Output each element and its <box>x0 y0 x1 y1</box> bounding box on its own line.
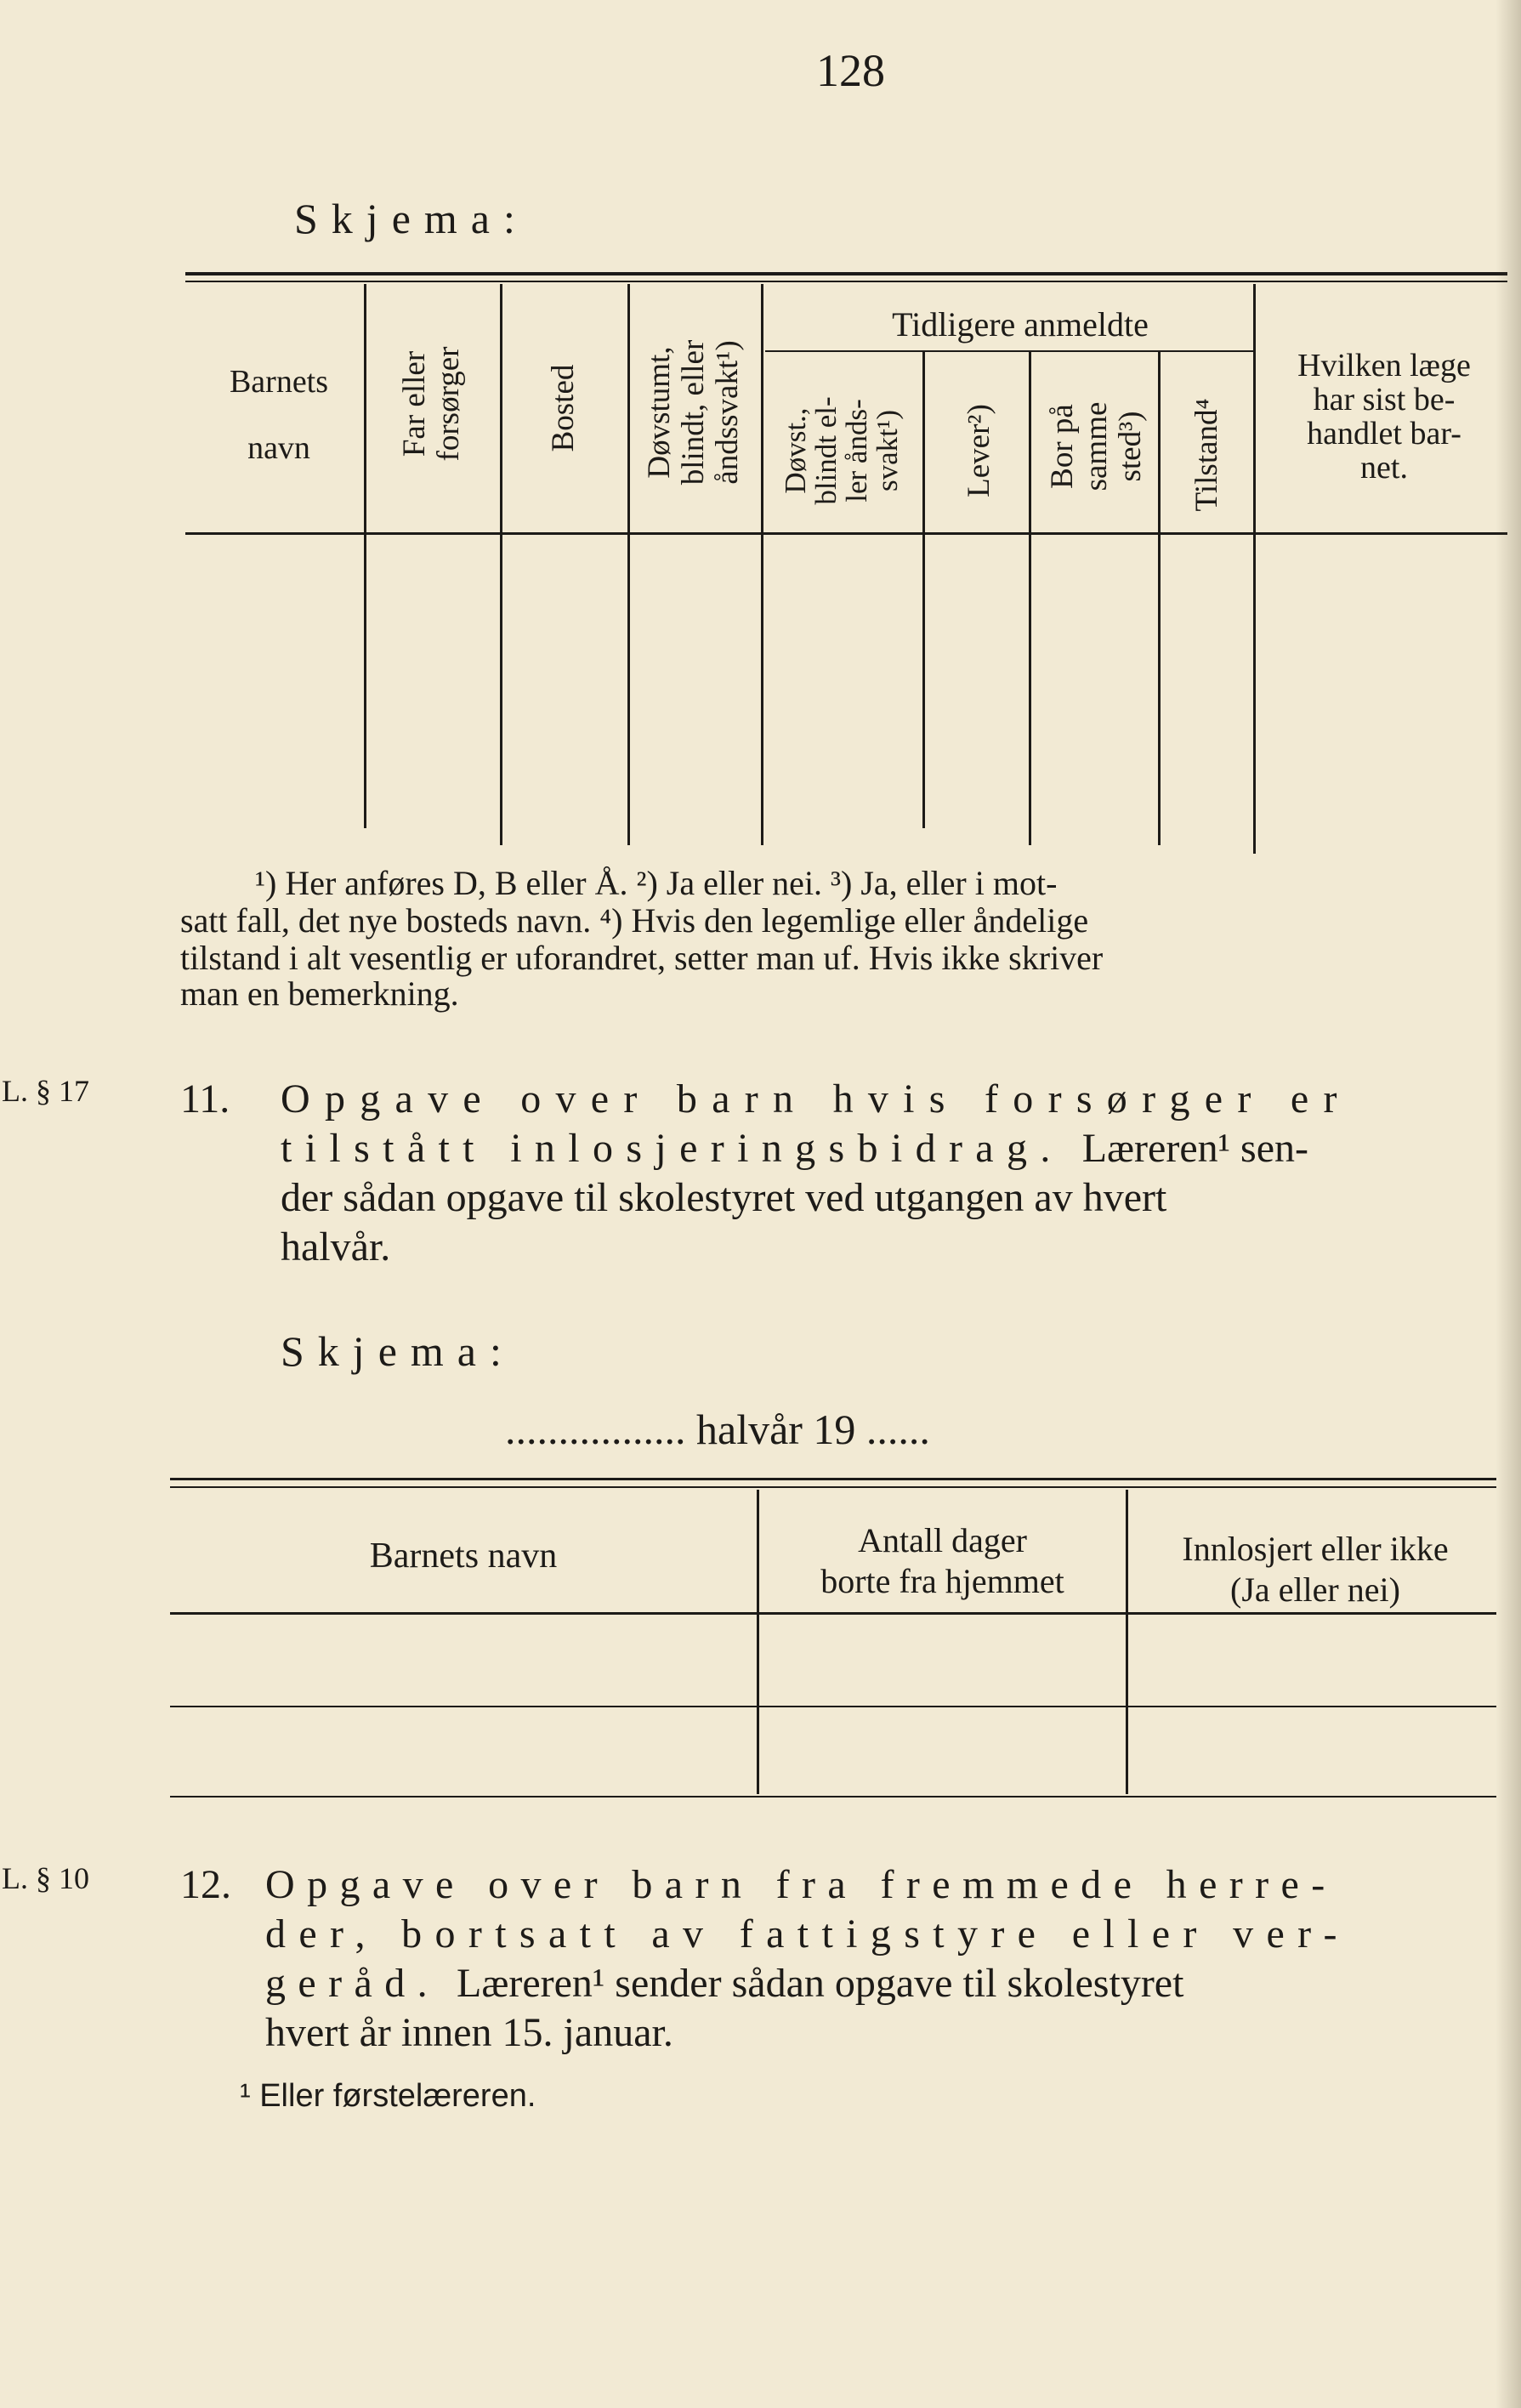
header-tilstand <box>1190 399 1224 512</box>
header-dovst-line4: svakt¹) <box>871 409 904 492</box>
section12-text-line3: Læreren¹ sender sådan opgave til skolestyret <box>457 1961 1184 2006</box>
footnote-line: tilstand i alt vesentlig er uforandret, setter man uf. Hvis ikke skriver <box>180 939 1104 977</box>
header-dovst <box>780 396 903 504</box>
header-bor-pa <box>1046 402 1148 491</box>
section11-title-line1: Opgave over barn hvis forsørger er <box>281 1076 1352 1122</box>
header-barnets-line1: Barnets <box>229 364 329 400</box>
header-dovstumt-line1: Døvstumt, <box>642 346 677 479</box>
section11-text-line4: halvår. <box>281 1224 391 1269</box>
schema1-title: Skjema: <box>294 195 529 242</box>
section11-text-line2: Læreren¹ sen- <box>1081 1126 1308 1171</box>
section12-text-line4: hvert år innen 15. januar. <box>265 2010 673 2055</box>
header-dovstumt-line2: blindt, eller <box>676 339 711 486</box>
header-hvilken-line2: har sist be- <box>1313 382 1456 417</box>
footnote-line: man en bemerkning. <box>180 974 459 1013</box>
section12-title-line3: geråd. <box>265 1961 440 2006</box>
schema2-title: Skjema: <box>281 1327 515 1375</box>
page-footnote: ¹ Eller førstelæreren. <box>240 2078 536 2114</box>
section11-line2 <box>281 1124 1308 1173</box>
header-hvilken-laege <box>1257 349 1512 485</box>
header-bosted-text: Bosted <box>546 364 581 452</box>
header-barnets-line2: navn <box>247 430 310 466</box>
innlosjert-line1: Innlosjert eller ikke <box>1182 1530 1449 1568</box>
section12-title-line1: Opgave over barn fra fremmede herre- <box>265 1862 1337 1907</box>
header-bor-line3: sted³) <box>1113 411 1148 482</box>
header-bosted <box>547 365 581 452</box>
header-dovst-line2: blindt el- <box>809 396 843 505</box>
schema2-header-innlosjert <box>1128 1529 1502 1610</box>
margin-reference: L. § 17 <box>2 1074 89 1108</box>
footnote-line: satt fall, det nye bosteds navn. ⁴) Hvis den legemlige eller åndelige <box>180 901 1089 940</box>
section11-title-line2: tilstått inlosjeringsbidrag. <box>281 1126 1064 1171</box>
header-lever <box>962 404 996 497</box>
header-dovst-line1: Døvst., <box>779 407 812 494</box>
header-barnets-navn <box>194 349 364 481</box>
schema2-period: ................. halvår 19 ...... <box>505 1406 930 1453</box>
innlosjert-line2: (Ja eller nei) <box>1230 1570 1400 1609</box>
page-edge-shadow <box>1495 0 1521 2408</box>
antall-line2: borte fra hjemmet <box>820 1562 1064 1600</box>
header-far-line1: Far eller <box>397 350 432 457</box>
margin-reference: L. § 10 <box>2 1861 89 1895</box>
section12-line3 <box>265 1959 1183 2008</box>
section12-title-line2: der, bortsatt av fattigstyre eller ver- <box>265 1911 1350 1956</box>
section11-text-line3: der sådan opgave til skolestyret ved utgangen av hvert <box>281 1175 1167 1220</box>
header-dovstumt-line3: åndssvakt¹) <box>710 340 745 485</box>
section-number: 12. <box>180 1862 231 1907</box>
header-tilstand-text: Tilstand⁴ <box>1189 398 1224 512</box>
header-far-line2: forsørger <box>431 346 466 462</box>
footnote-line: ¹) Her anføres D, B eller Å. ²) Ja eller nei. ³) Ja, eller i mot- <box>255 864 1058 902</box>
header-dovst-line3: ler ånds- <box>840 399 873 503</box>
header-bor-line2: samme <box>1079 401 1114 491</box>
header-far-eller <box>398 347 466 462</box>
header-tidligere-anmeldte: Tidligere anmeldte <box>892 305 1149 344</box>
header-dovstumt <box>643 340 745 486</box>
header-bor-line1: Bor på <box>1045 404 1080 489</box>
schema2-header-antall-dager <box>759 1520 1126 1602</box>
header-hvilken-line4: net. <box>1360 450 1408 486</box>
header-hvilken-line1: Hvilken læge <box>1297 348 1471 383</box>
section-number: 11. <box>180 1076 230 1122</box>
header-hvilken-line3: handlet bar- <box>1307 416 1461 452</box>
schema2-header-barnets-navn: Barnets navn <box>369 1536 558 1576</box>
antall-line1: Antall dager <box>858 1521 1027 1559</box>
header-lever-text: Lever²) <box>962 404 996 497</box>
page-number: 128 <box>816 45 885 96</box>
